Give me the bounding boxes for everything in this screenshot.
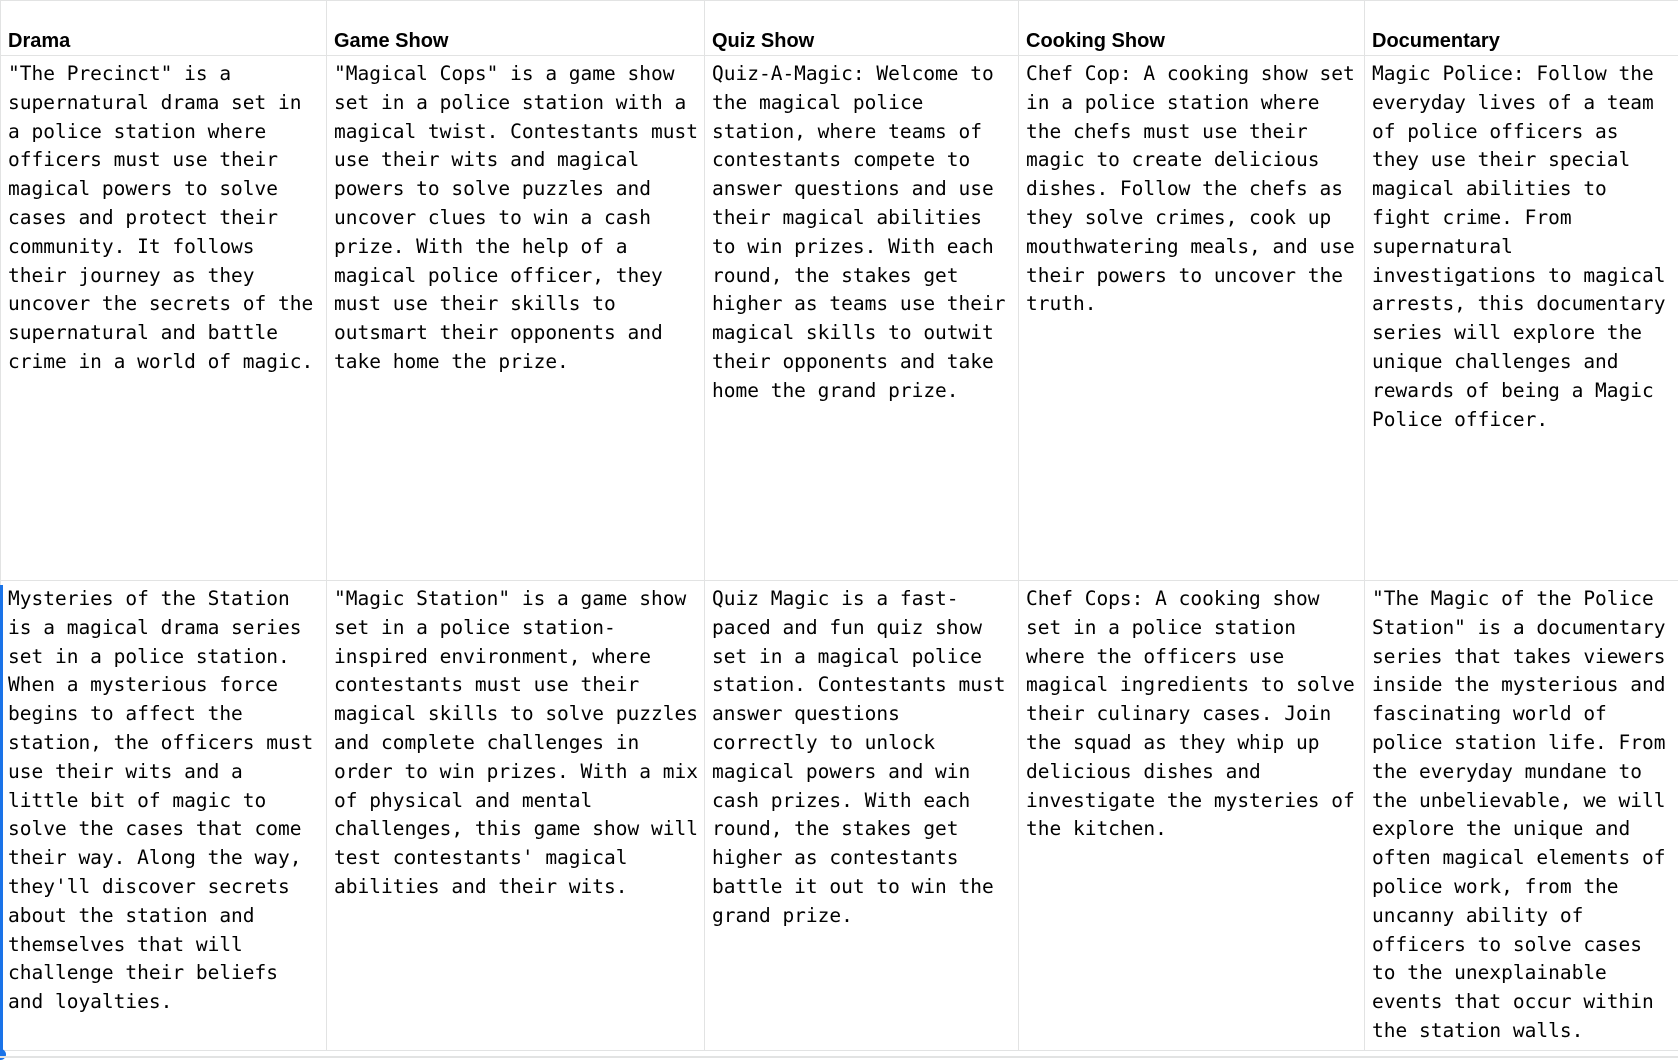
selection-fill-handle[interactable] xyxy=(0,1049,6,1060)
cell-text: Quiz-A-Magic: Welcome to the magical police station, where teams of contestants compete to answer questions and use their magical abilities to win prizes. With each round, the stakes get higher as teams use their magical skills to outwit their opponents and take home the grand prize. xyxy=(705,56,1018,406)
selection-border xyxy=(0,585,3,1055)
cell-text: "Magical Cops" is a game show set in a police station with a magical twist. Contestants must use their wits and magical powers to solve puzzles and uncover clues to win a cash prize. With the help of a magical police officer, they must use their skills to outsmart their opponents and take home the prize. xyxy=(327,56,704,377)
cell-text: Quiz Magic is a fast-paced and fun quiz show set in a magical police station. Contestants must answer questions correctly to unlock magical powers and win cash prizes. With each round, the stakes get higher as contestants battle it out to win the grand prize. xyxy=(705,581,1018,931)
header-cell-documentary[interactable] xyxy=(1365,1,1678,56)
header-cell-cooking-show[interactable] xyxy=(1019,1,1365,56)
cell-text: Chef Cops: A cooking show set in a police station where the officers use magical ingredients to solve their culinary cases. Join the squad as they whip up delicious dishes and investigate the mysteries of the kitchen. xyxy=(1019,581,1364,844)
header-cell-game-show[interactable] xyxy=(327,1,705,56)
cell-text: "Magic Station" is a game show set in a police station-inspired environment, where contestants must use their magical skills to solve puzzles and complete challenges in order to win prizes. With a mix of physical and mental challenges, this game show will test contestants' magical abilities and their wits. xyxy=(327,581,704,902)
cell-text: Mysteries of the Station is a magical drama series set in a police station. When a mysterious force begins to affect the station, the officers must use their wits and a little bit of magic to solve the cases that come their way. Along the way, they'll discover secrets about the station and themselves that will challenge their beliefs and loyalties. xyxy=(1,581,326,1017)
header-label: Game Show xyxy=(327,1,704,54)
table-cell[interactable] xyxy=(327,581,705,1051)
table-cell[interactable] xyxy=(327,56,705,581)
table-cell[interactable] xyxy=(1019,581,1365,1051)
cell-text: Chef Cop: A cooking show set in a police station where the chefs must use their magic to create delicious dishes. Follow the chefs as they solve crimes, cook up mouthwatering meals, and use their powers to uncover the truth. xyxy=(1019,56,1364,319)
table-cell[interactable] xyxy=(1019,56,1365,581)
table-cell[interactable] xyxy=(1365,581,1678,1051)
header-row xyxy=(1,1,1678,56)
cell-text: "The Magic of the Police Station" is a documentary series that takes viewers inside the mysterious and fascinating world of police station life. From the everyday mundane to the unbelievable, we will explore the unique and often magical elements of police work, from the uncanny ability of officers to solve cases to the unexplainable events that occur within the station walls. xyxy=(1365,581,1678,1046)
header-label: Cooking Show xyxy=(1019,1,1364,54)
table-cell[interactable] xyxy=(705,56,1019,581)
header-label: Drama xyxy=(1,1,326,54)
cell-text: Magic Police: Follow the everyday lives of a team of police officers as they use their special magical abilities to fight crime. From supernatural investigations to magical arrests, this documentary series will explore the unique challenges and rewards of being a Magic Police officer. xyxy=(1365,56,1678,434)
header-cell-quiz-show[interactable] xyxy=(705,1,1019,56)
header-label: Quiz Show xyxy=(705,1,1018,54)
header-cell-drama[interactable] xyxy=(1,1,327,56)
table-row xyxy=(1,56,1678,581)
cell-text: "The Precinct" is a supernatural drama set in a police station where officers must use their magical powers to solve cases and protect their community. It follows their journey as they uncover the secrets of the supernatural and battle crime in a world of magic. xyxy=(1,56,326,377)
table-cell[interactable] xyxy=(705,581,1019,1051)
table-cell[interactable] xyxy=(1365,56,1678,581)
table-row xyxy=(1,581,1678,1051)
header-label: Documentary xyxy=(1365,1,1678,54)
table-cell[interactable] xyxy=(1,56,327,581)
table-cell-selected[interactable] xyxy=(1,581,327,1051)
